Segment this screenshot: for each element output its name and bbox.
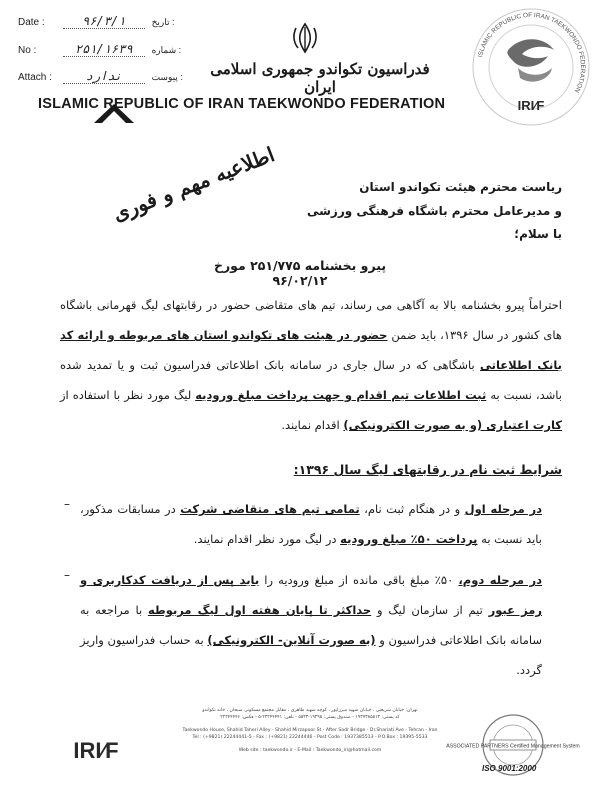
subject-line: پیرو بخشنامه ۲۵۱/۷۷۵ مورخ ۹۶/۰۲/۱۲: [213, 258, 387, 288]
logo-ring-text: ISLAMIC REPUBLIC OF IRAN TAEKWONDO FEDERATION: [476, 11, 587, 94]
footer-phone-en: Tel : (+9821) 22244441-5 - Fax : (+9821) 22244446 - Post Code : 1937385513 - P.O.Box : 19395-5533: [192, 734, 428, 740]
emphasis-text: (به صورت آنلاین- الکترونیکی): [207, 633, 376, 647]
emphasis-text: ثبت اطلاعات تیم اقدام و جهت پرداخت مبلغ ورودیه: [195, 388, 487, 402]
logo-mark: IRI⁄F: [517, 98, 545, 113]
body-text-run: در لیگ مورد نظر اقدام نمایند.: [193, 532, 341, 546]
federation-name-fa: فدراسیون تکواندو جمهوری اسلامی ایران: [210, 60, 430, 96]
footer-address-en: Taekwondo House, Shahid Taheri Alley - Shahid Mirzapoor St - After Sadr Bridge - Dr.Shariati Ave - Tehran - Iran: [182, 727, 438, 733]
seal-text: ASSOCIATED PARTNERS Certified Management System: [446, 743, 580, 750]
body-text-run: و در هنگام ثبت نام،: [359, 502, 465, 516]
number-value: ۲۵۱/۱۶۳۹: [63, 42, 145, 57]
footer-logo-text: IRI⁄F: [73, 738, 119, 763]
body-text-run: تیم از سازمان لیگ و: [371, 603, 489, 617]
number-label-fa: شماره :: [151, 45, 182, 55]
emphasis-text: باید پس از دریافت کدکاربری و رمز عبور: [80, 573, 542, 617]
footer-logo-icon: [48, 735, 144, 765]
body-text-run: احتراماً پیرو بخشنامه بالا به آگاهی می رساند، تیم های متقاضی حضور در رقابتهای لیگ قهرمانی باشگاه های کشور در سال ۱۳۹۶، باید ضمن: [60, 298, 562, 342]
attach-value: ندارد: [63, 69, 145, 84]
recipient-line-2: و مدیرعامل محترم باشگاه فرهنگی ورزشی: [306, 204, 562, 218]
greeting: با سلام؛: [514, 227, 562, 241]
attach-row: [18, 69, 183, 84]
footer-address: [160, 708, 460, 754]
attach-label-fa: پیوست :: [151, 72, 183, 82]
federation-name-en: ISLAMIC REPUBLIC OF IRAN TAEKWONDO FEDERATION: [38, 96, 446, 112]
date-row: [18, 14, 175, 29]
bullet-dash: –: [64, 568, 70, 582]
attach-label: Attach :: [18, 72, 52, 83]
body-text-run: در مسابقات مذکور، باید نسبت به: [80, 502, 542, 546]
date-label: Date :: [18, 17, 45, 28]
national-emblem-icon: [290, 22, 320, 54]
emphasis-text: پرداخت ۵۰٪ مبلغ ورودیه: [340, 532, 478, 546]
body-text-run: به حساب فدراسیون واریز گردد.: [80, 633, 542, 677]
main-paragraph: [60, 290, 562, 440]
emphasis-text: حضور در هیئت های تکواندو استان های مربوطه و ارائه کد بانک اطلاعاتی: [60, 328, 562, 372]
footer-web-en: Web site : taekwondo.ir - E-Mail : Taekwondo_iri@hotmail.com: [238, 747, 382, 753]
emphasis-text: در مرحله دوم،: [458, 573, 542, 587]
date-label-fa: تاریخ :: [151, 17, 175, 27]
number-row: [18, 42, 181, 57]
emphasis-text: تمامی تیم های متقاضی شرکت: [180, 502, 360, 516]
emphasis-text: کارت اعتباری (و به صورت الکترونیکی): [343, 418, 562, 432]
body-text-run: با مراجعه به سامانه بانک اطلاعاتی فدراسیون و: [80, 603, 542, 647]
number-label: No :: [18, 45, 37, 56]
conditions-title: شرایط ثبت نام در رقابتهای لیگ سال ۱۳۹۶:: [293, 462, 562, 477]
body-text-run: لیگ مورد نظر با استفاده از: [60, 388, 196, 402]
recipient-line-1: ریاست محترم هیئت تکواندو استان: [359, 180, 562, 194]
emphasis-text: حداکثر تا پایان هفته اول لیگ مربوطه: [147, 603, 372, 617]
federation-logo-icon: [470, 6, 592, 128]
iso-label: ISO 9001:2000: [482, 764, 537, 773]
condition-2: [80, 565, 542, 685]
emphasis-text: در مرحله اول: [464, 502, 543, 516]
footer-address-fa: تهران: خیابان شریعتی ، خیابان شهید میرزاپور ، کوچه شهید طاهری ، مقابل مجتمع مسکونی سبحان ، خانه تکواندو: [202, 708, 418, 713]
date-value: ۹۶/۳/۱: [63, 14, 145, 29]
urgent-notice-stamp: اطلاعیه مهم و فوری: [109, 142, 278, 226]
footer-codes-fa: کد پستی: ۱۹۳۷۳۸۵۵۱۳ - صندوق پستی: ۱۹۳۹۵-۵۵۳۳ - تلفن: ۲۲۲۴۴۴۴۱-۵ - فکس: ۲۲۲۴۴۴۴۶: [220, 714, 400, 720]
bullet-dash: –: [64, 497, 70, 511]
body-text-run: ۵۰٪ مبلغ باقی مانده از مبلغ ورودیه را: [259, 573, 459, 587]
body-text-run: اقدام نمایند.: [281, 418, 344, 432]
body-text-run: باشگاهی که در سال جاری در سامانه بانک اطلاعاتی فدراسیون ثبت و یا تمدید شده باشد، نسبت به: [60, 358, 562, 402]
condition-1: [80, 494, 542, 554]
